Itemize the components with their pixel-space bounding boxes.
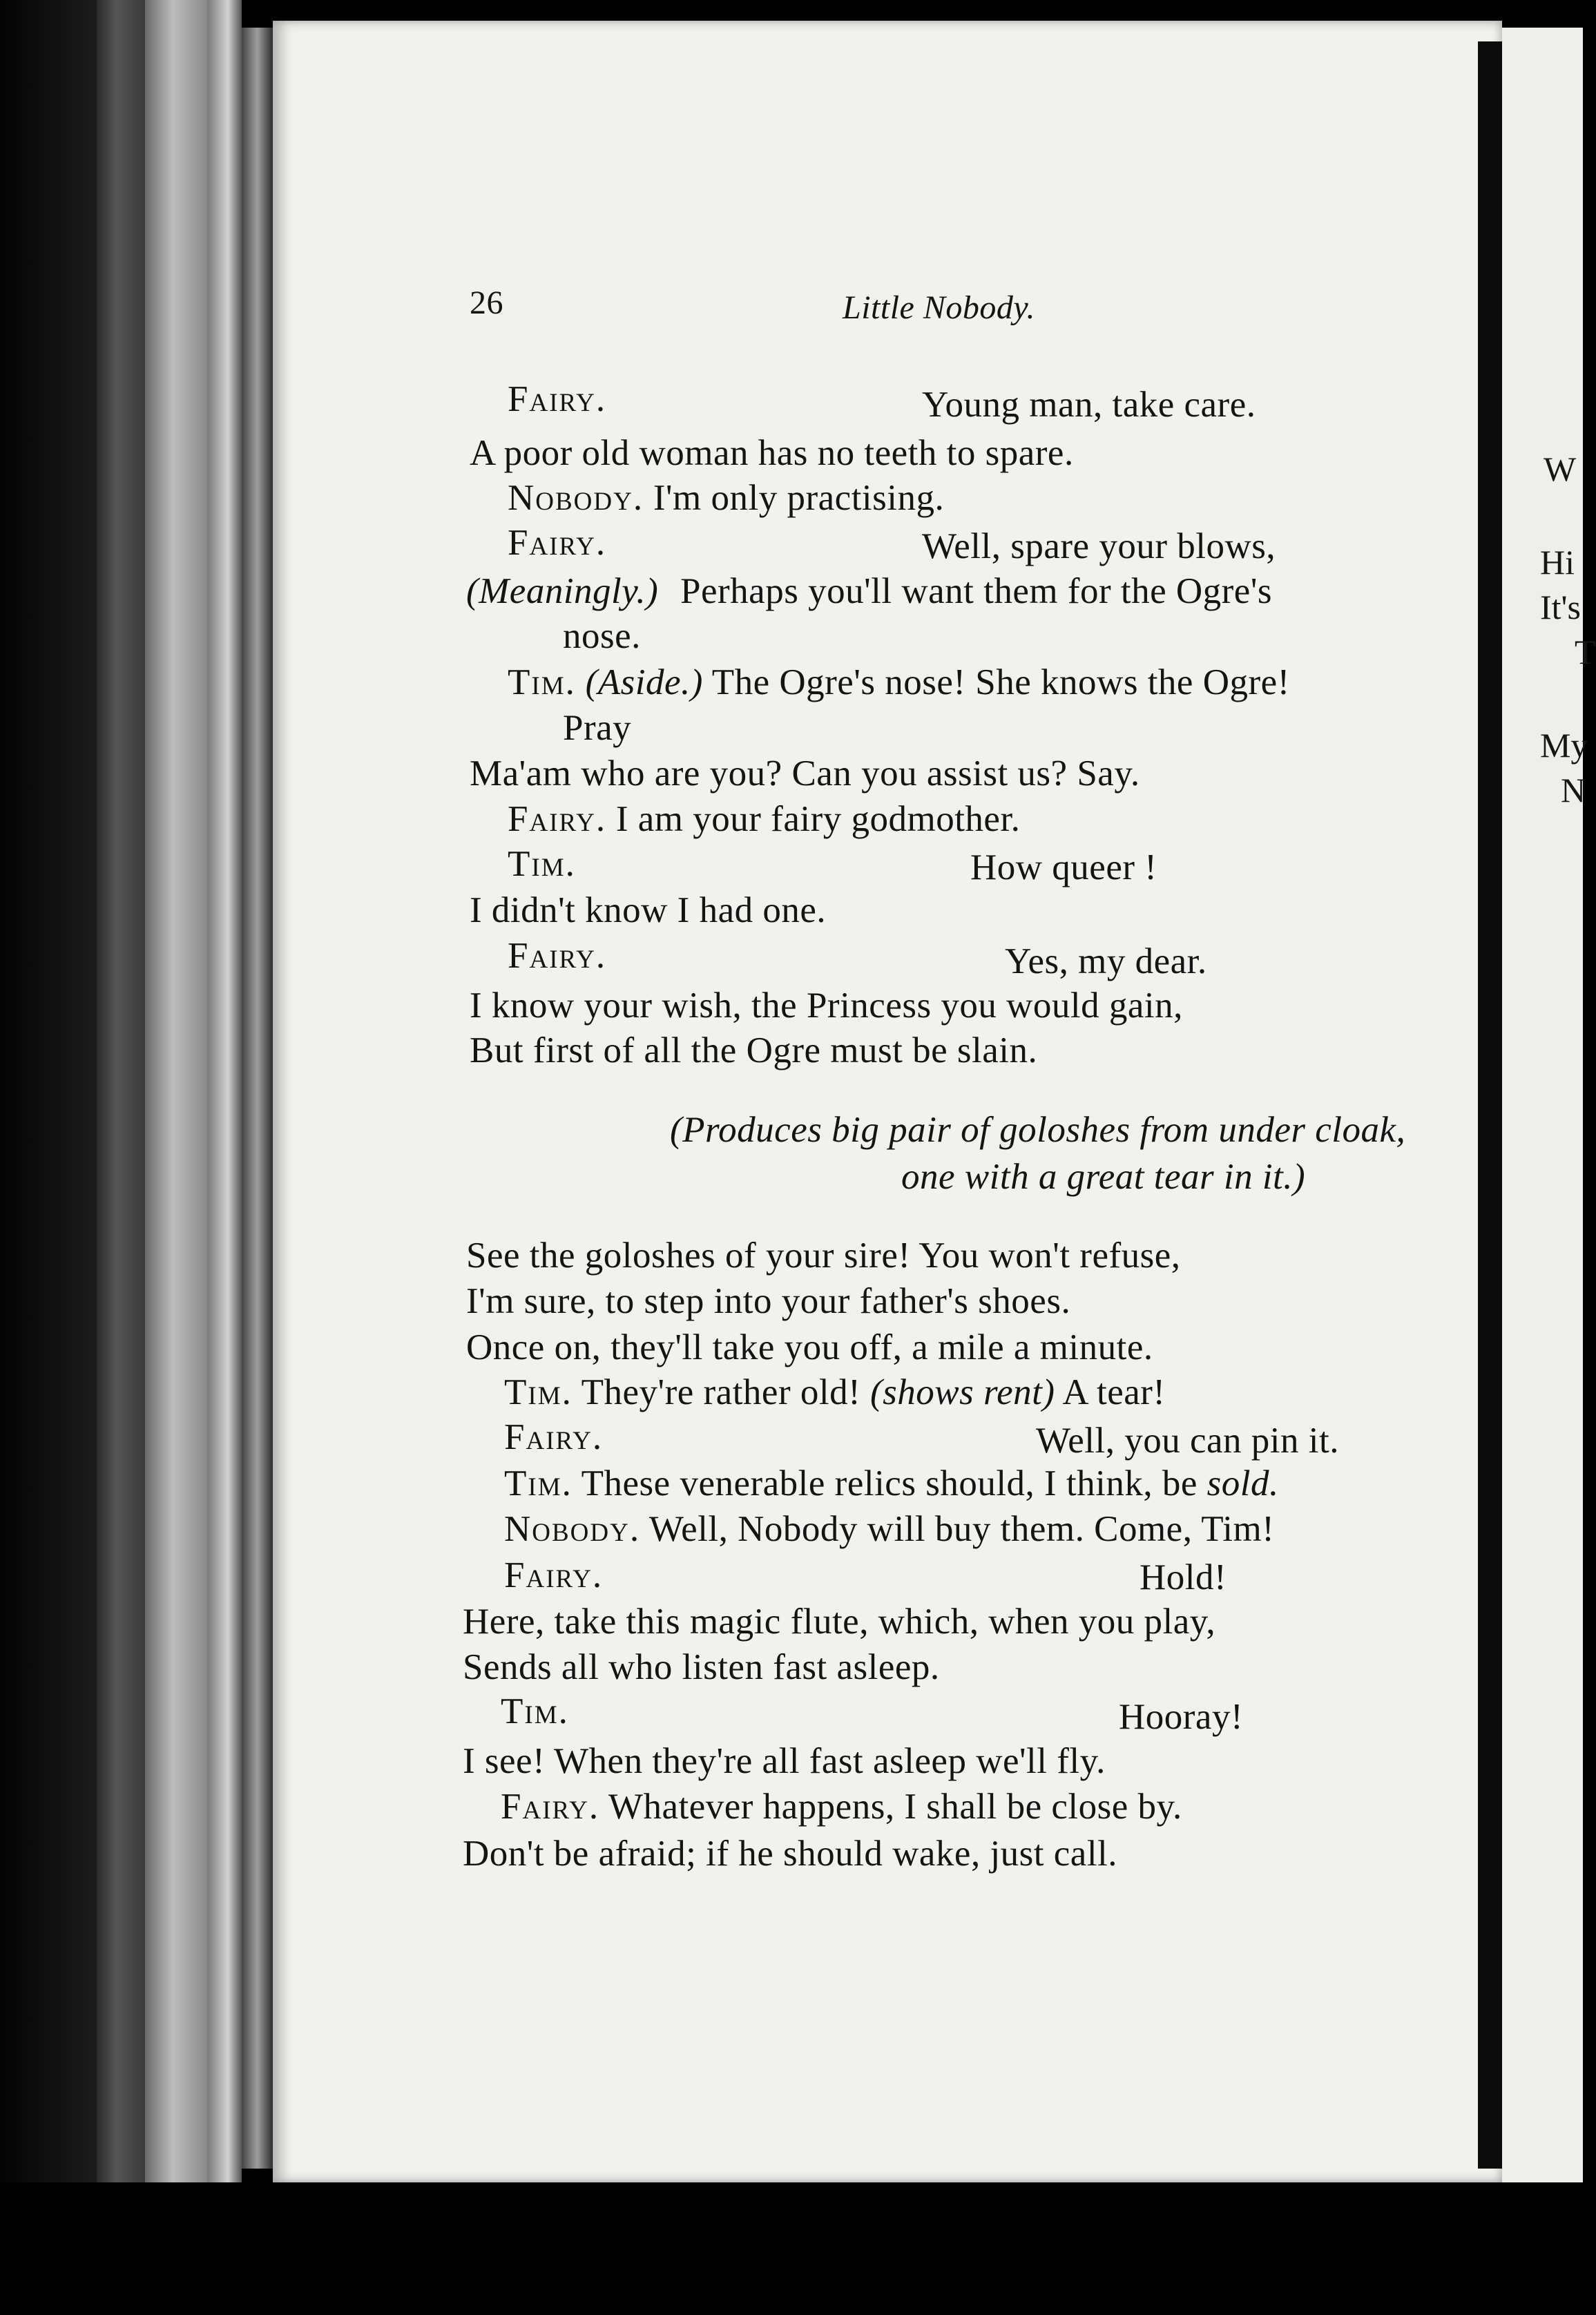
speaker: Nobody. (504, 1509, 641, 1549)
speaker: Tim. (508, 844, 576, 884)
facing-page-fragment: W (1544, 450, 1577, 488)
speaker: Fairy. (508, 379, 607, 419)
running-title: Little Nobody. (843, 289, 1036, 326)
page-stack-edge (145, 0, 207, 2315)
dialogue-text: I'm only practising. (653, 478, 945, 518)
dialogue-line: Yes, my dear. (1005, 941, 1207, 981)
dialogue-line: Well, spare your blows, (922, 526, 1276, 566)
dialogue-line (508, 801, 1020, 838)
speaker: Tim. (504, 1463, 573, 1504)
dialogue-line: Don't be afraid; if he should wake, just call. (463, 1834, 1118, 1874)
dialogue-text: I am your fairy godmother. (615, 799, 1021, 839)
stage-direction: (Aside.) (585, 662, 703, 702)
facing-page-fragment: It's (1540, 588, 1581, 626)
dialogue-line: I know your wish, the Princess you would gain, (470, 986, 1183, 1026)
dialogue-line: Sends all who listen fast asleep. (463, 1647, 940, 1687)
book-edge (97, 0, 145, 2315)
speaker: Tim. (508, 662, 576, 702)
facing-page-fragment: N (1561, 771, 1586, 809)
dialogue-line (508, 664, 1290, 701)
dialogue-line: I didn't know I had one. (470, 890, 827, 930)
scan-background (0, 2182, 1583, 2315)
dialogue-line: Well, you can pin it. (1036, 1421, 1339, 1461)
facing-page-fragment: T (1575, 633, 1596, 671)
dialogue-line (504, 1511, 1274, 1548)
speaker: Fairy. (501, 1787, 600, 1827)
dialogue-line: Here, take this magic flute, which, when you play, (463, 1602, 1216, 1642)
facing-page-fragment: Hi (1540, 543, 1575, 582)
page-number: 26 (470, 285, 503, 321)
stage-direction: one with a great tear in it.) (901, 1157, 1306, 1197)
dialogue-line (504, 1374, 1166, 1411)
dialogue-line (466, 573, 1272, 610)
dialogue-text: A tear! (1062, 1372, 1166, 1412)
speaker: Fairy. (504, 1555, 604, 1595)
speaker: Tim. (501, 1691, 569, 1731)
dialogue-line: Pray (563, 708, 632, 748)
scan-background (0, 0, 97, 2315)
page-text (273, 21, 1502, 2182)
speaker: Fairy. (508, 799, 607, 839)
speaker: Tim. (504, 1372, 573, 1412)
dialogue-line: I see! When they're all fast asleep we'll fly. (463, 1741, 1106, 1781)
dialogue-text: Well, Nobody will buy them. Come, Tim! (648, 1509, 1275, 1549)
dialogue-line: Ma'am who are you? Can you assist us? Say. (470, 753, 1140, 794)
page-stack-edge (207, 0, 242, 2315)
dialogue-line: I'm sure, to step into your father's shoes. (466, 1281, 1071, 1321)
emphasis: sold. (1206, 1463, 1279, 1504)
dialogue-line: How queer ! (970, 847, 1157, 887)
dialogue-text: They're rather old! (581, 1372, 861, 1412)
dialogue-line (508, 480, 944, 517)
dialogue-line (501, 1789, 1182, 1825)
dialogue-line: A poor old woman has no teeth to spare. (470, 433, 1074, 473)
dialogue-text: These venerable relics should, I think, be (581, 1463, 1198, 1504)
book-gutter (1478, 41, 1502, 2169)
dialogue-line: Once on, they'll take you off, a mile a minute. (466, 1327, 1153, 1367)
dialogue-line: Hold! (1140, 1557, 1227, 1597)
speaker: Fairy. (508, 523, 607, 563)
book-page (273, 21, 1502, 2182)
dialogue-line: See the goloshes of your sire! You won't refuse, (466, 1236, 1181, 1276)
page-stack-edge (242, 28, 273, 2169)
dialogue-line: nose. (563, 616, 641, 656)
stage-direction: (shows rent) (869, 1372, 1055, 1412)
dialogue-line: But first of all the Ogre must be slain. (470, 1030, 1038, 1070)
dialogue-line: Hooray! (1119, 1697, 1244, 1737)
speaker: Fairy. (504, 1417, 604, 1457)
dialogue-line (504, 1463, 1279, 1504)
speaker: Fairy. (508, 936, 607, 976)
stage-direction: (Meaningly.) (466, 571, 659, 611)
dialogue-text: The Ogre's nose! She knows the Ogre! (711, 662, 1290, 702)
facing-page-fragment: My (1540, 726, 1588, 765)
facing-page-edge (1502, 28, 1596, 2315)
stage-direction: (Produces big pair of goloshes from under cloak, (670, 1110, 1406, 1150)
dialogue-text: Perhaps you'll want them for the Ogre's (680, 571, 1272, 611)
speaker: Nobody. (508, 478, 644, 518)
dialogue-line: Young man, take care. (922, 385, 1256, 425)
dialogue-text: Whatever happens, I shall be close by. (608, 1787, 1182, 1827)
